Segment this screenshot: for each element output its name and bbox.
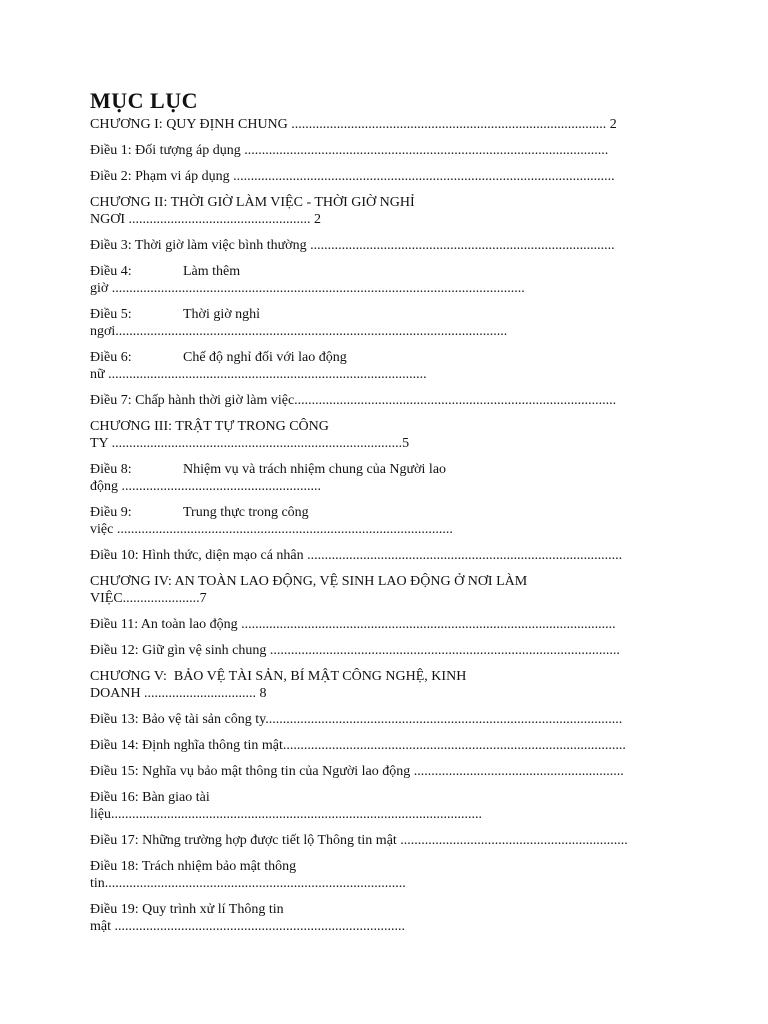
toc-entry-heading: Chế độ nghỉ đối với lao động [183,350,347,365]
toc-entry-line: Điều 2: Phạm vi áp dụng ............................................................................................................. [90,169,615,184]
toc-entry-heading: Làm thêm [183,264,241,279]
toc-entry[interactable] [90,573,680,607]
toc-entry-continuation: mật ................................................................................... [90,919,405,934]
toc-entry[interactable] [90,832,680,849]
toc-entry-line: Điều 7: Chấp hành thời giờ làm việc............................................................................................ [90,393,617,408]
toc-entry-continuation: tin...................................................................................... [90,876,406,891]
toc-entry-number: Điều 6: [90,350,132,365]
toc-entry-line: Điều 17: Những trường hợp được tiết lộ Thông tin mật ................................................................. [90,833,628,848]
toc-entry-line: CHƯƠNG I: QUY ĐỊNH CHUNG .......................................................................................... 2 [90,117,617,132]
toc-entry-line: Điều 12: Giữ gìn vệ sinh chung .................................................................................................... [90,643,620,658]
toc-entry-line [90,306,680,323]
toc-entry-line [90,461,680,478]
toc-entry[interactable] [90,461,680,495]
toc-list [90,116,680,935]
toc-entry-line [90,263,680,280]
toc-entry-line: Điều 10: Hình thức, diện mạo cá nhân .......................................................................................... [90,548,623,563]
toc-entry-line [90,504,680,521]
toc-entry[interactable] [90,858,680,892]
toc-entry[interactable] [90,763,680,780]
toc-entry-line: Điều 13: Bảo vệ tài sản công ty...................................................................................................... [90,712,623,727]
toc-entry-continuation: giờ ...................................................................................................................... [90,281,525,296]
toc-entry-heading: Trung thực trong công [183,505,309,520]
toc-entry[interactable] [90,306,680,340]
toc-entry-continuation: nữ ........................................................................................... [90,367,427,382]
toc-entry[interactable] [90,116,680,133]
toc-entry-line: Điều 19: Quy trình xử lí Thông tin [90,902,284,917]
toc-entry-continuation: NGƠI .................................................... 2 [90,212,321,227]
toc-entry-number: Điều 5: [90,307,132,322]
toc-entry-line: Điều 11: An toàn lao động ........................................................................................................... [90,617,616,632]
toc-entry[interactable] [90,418,680,452]
toc-entry-line: Điều 18: Trách nhiệm bảo mật thông [90,859,297,874]
toc-entry-line: CHƯƠNG V: BẢO VỆ TÀI SẢN, BÍ MẬT CÔNG NGHỆ, KINH [90,669,467,684]
toc-entry[interactable] [90,194,680,228]
toc-entry[interactable] [90,504,680,538]
toc-entry-line: Điều 14: Định nghĩa thông tin mật.................................................................................................. [90,738,626,753]
toc-entry-line: Điều 15: Nghĩa vụ bảo mật thông tin của Người lao động ............................................................ [90,764,624,779]
toc-entry[interactable] [90,616,680,633]
toc-entry-continuation: TY ...................................................................................5 [90,436,410,451]
toc-entry[interactable] [90,789,680,823]
toc-entry[interactable] [90,737,680,754]
toc-entry-heading: Thời giờ nghỉ [183,307,261,322]
toc-entry-heading: Nhiệm vụ và trách nhiệm chung của Người lao [183,462,447,477]
toc-entry-continuation: động ......................................................... [90,479,321,494]
toc-entry-continuation: liệu.......................................................................................................... [90,807,482,822]
toc-entry-continuation: ngơi................................................................................................................ [90,324,508,339]
toc-entry-number: Điều 9: [90,505,132,520]
toc-title: MỤC LỤC [90,88,198,113]
toc-entry-number: Điều 8: [90,462,132,477]
toc-entry[interactable] [90,168,680,185]
toc-entry-line [90,349,680,366]
toc-entry-continuation: việc ................................................................................................ [90,522,453,537]
toc-entry[interactable] [90,668,680,702]
toc-entry[interactable] [90,392,680,409]
toc-entry[interactable] [90,711,680,728]
toc-entry-line: Điều 3: Thời giờ làm việc bình thường ....................................................................................... [90,238,615,253]
toc-entry[interactable] [90,142,680,159]
toc-entry[interactable] [90,263,680,297]
toc-entry-number: Điều 4: [90,264,132,279]
toc-entry-line: Điều 1: Đối tượng áp dụng ........................................................................................................ [90,143,609,158]
toc-entry[interactable] [90,237,680,254]
toc-entry-line: CHƯƠNG III: TRẬT TỰ TRONG CÔNG [90,419,329,434]
toc-entry[interactable] [90,547,680,564]
toc-entry-line: CHƯƠNG II: THỜI GIỜ LÀM VIỆC - THỜI GIỜ NGHỈ [90,195,415,210]
document-page [90,88,680,944]
toc-entry-continuation: VIỆC......................7 [90,591,207,606]
toc-entry[interactable] [90,349,680,383]
toc-entry-continuation: DOANH ................................ 8 [90,686,267,701]
toc-entry[interactable] [90,642,680,659]
toc-entry[interactable] [90,901,680,935]
toc-entry-line: Điều 16: Bàn giao tài [90,790,210,805]
toc-entry-line: CHƯƠNG IV: AN TOÀN LAO ĐỘNG, VỆ SINH LAO ĐỘNG Ở NƠI LÀM [90,574,528,589]
